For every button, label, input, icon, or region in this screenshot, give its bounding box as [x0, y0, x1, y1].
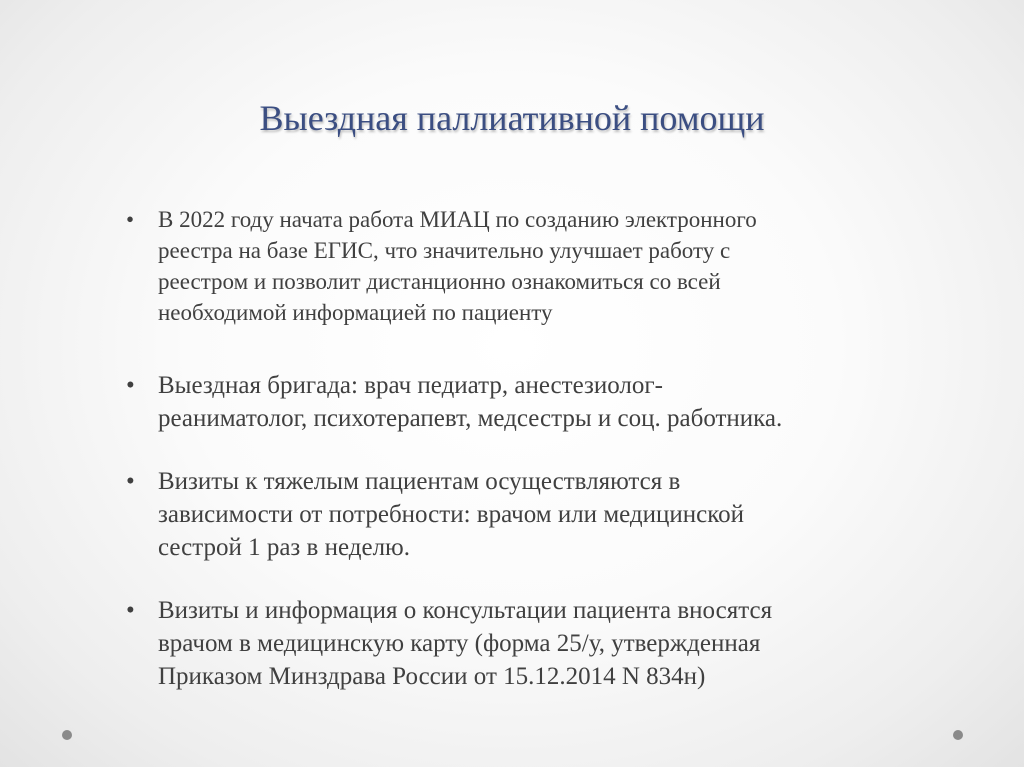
bullet-line: В 2022 году начата работа МИАЦ по созданию электронного	[158, 207, 757, 232]
bullet-line: реестром и позволит дистанционно ознакомиться со всей	[158, 269, 721, 294]
corner-dot-icon	[62, 730, 72, 740]
bullet-line: зависимости от потребности: врачом или медицинской	[158, 501, 744, 528]
bullet-dot-icon: •	[126, 597, 135, 624]
bullet-item	[124, 465, 884, 564]
bullet-line: реаниматолог, психотерапевт, медсестры и соц. работника.	[158, 405, 783, 432]
bullet-line: Выездная бригада: врач педиатр, анестезиолог-	[158, 372, 663, 399]
bullet-dot-icon: •	[126, 207, 135, 232]
bullet-line: сестрой 1 раз в неделю.	[158, 534, 410, 561]
bullet-line: врачом в медицинскую карту (форма 25/у, утвержденная	[158, 630, 761, 657]
bullet-item	[124, 204, 884, 328]
bullet-line: необходимой информацией по пациенту	[158, 300, 553, 325]
bullet-dot-icon: •	[126, 468, 135, 495]
bullet-list	[124, 204, 884, 723]
bullet-dot-icon: •	[126, 372, 135, 399]
corner-dot-icon	[953, 730, 963, 740]
bullet-item	[124, 369, 884, 435]
bullet-line: реестра на базе ЕГИС, что значительно улучшает работу с	[158, 238, 731, 263]
bullet-line: Визиты и информация о консультации пациента вносятся	[158, 597, 773, 624]
bullet-line: Приказом Минздрава России от 15.12.2014 N 834н)	[158, 663, 706, 690]
bullet-item	[124, 594, 884, 693]
slide-title: Выездная паллиативной помощи	[259, 98, 765, 138]
bullet-line: Визиты к тяжелым пациентам осуществляются в	[158, 468, 681, 495]
